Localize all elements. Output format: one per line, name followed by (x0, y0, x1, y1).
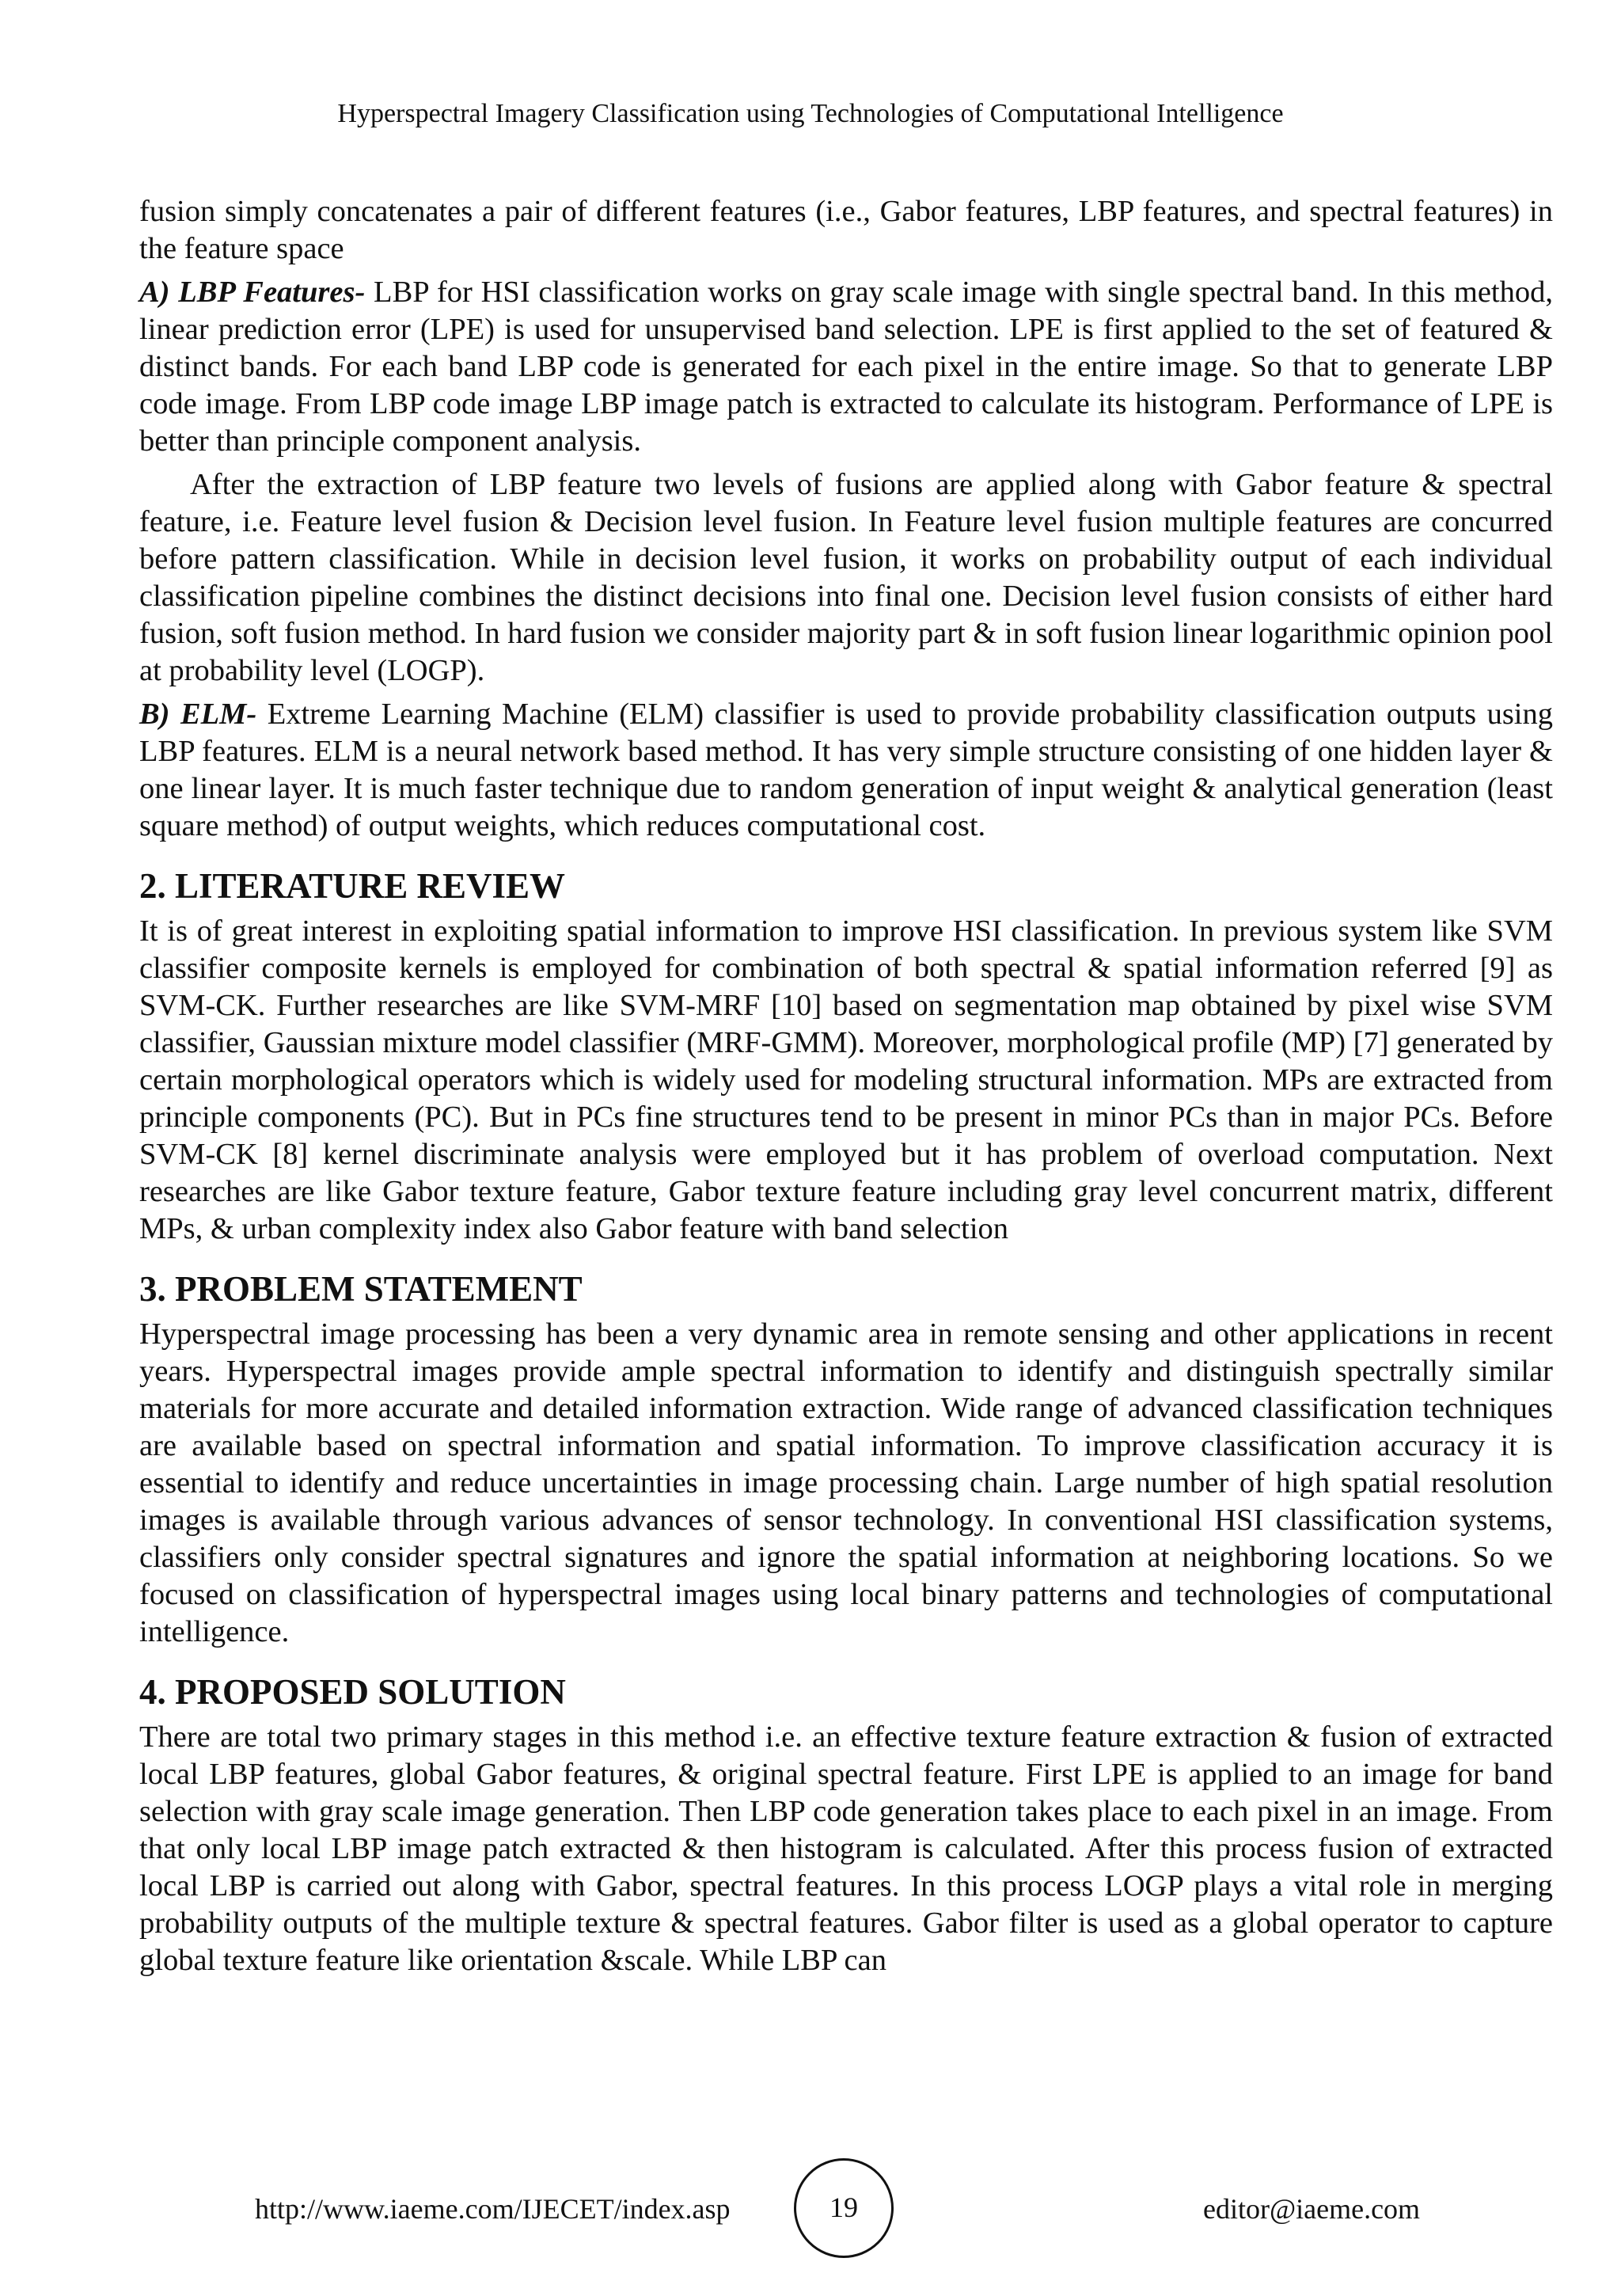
problem-statement-text: Hyperspectral image processing has been a very dynamic area in remote sensing and other applications in recent years. Hyperspectral images provide ample spectral information to identify and distinguish spectrally similar materials for more accurate and detailed information extraction. Wide range of advanced classification techniques are available based on spectral information and spatial information. To improve classification accuracy it is essential to identify and reduce uncertainties in image processing chain. Large number of high spatial resolution images is available through various advances of sensor technology. In conventional HSI classification systems, classifiers only consider spectral signatures and ignore the spatial information at neighboring locations. So we focused on classification of hyperspectral images using local binary patterns and technologies of computational intelligence. (139, 1317, 1553, 1648)
page-body (139, 193, 1553, 1979)
fusion-paragraph: After the extraction of LBP feature two levels of fusions are applied along with Gabor feature & spectral feature, i.e. Feature level fusion & Decision level fusion. In Feature level fusion multiple features are concurred before pattern classification. While in decision level fusion, it works on probability output of each individual classification pipeline combines the distinct decisions into final one. Decision level fusion consists of either hard fusion, soft fusion method. In hard fusion we consider majority part & in soft fusion linear logarithmic opinion pool at probability level (LOGP). (139, 468, 1553, 687)
proposed-solution-heading: 4. PROPOSED SOLUTION (139, 1672, 566, 1712)
literature-review-text: It is of great interest in exploiting spatial information to improve HSI classification. In previous system like SVM classifier composite kernels is employed for combination of both spectral & spatial information referred [9] as SVM-CK. Further researches are like SVM-MRF [10] based on segmentation map obtained by pixel wise SVM classifier, Gaussian mixture model classifier (MRF-GMM). Moreover, morphological profile (MP) [7] generated by certain morphological operators which is widely used for modeling structural information. MPs are extracted from principle components (PC). But in PCs fine structures tend to be present in minor PCs than in major PCs. Before SVM-CK [8] kernel discriminate analysis were employed but it has problem of overload computation. Next researches are like Gabor texture feature, Gabor texture feature including gray level concurrent matrix, different MPs, & urban complexity index also Gabor feature with band selection (139, 914, 1553, 1245)
elm-paragraph (139, 696, 1553, 845)
footer-url-link[interactable]: http://www.iaeme.com/IJECET/index.asp (255, 2193, 731, 2225)
page-footer (0, 2185, 1621, 2296)
lbp-features-text: LBP for HSI classification works on gray scale image with single spectral band. In this method, linear prediction error (LPE) is used for unsupervised band selection. LPE is first applied to the set of featured & distinct bands. For each band LBP code is generated for each pixel in the entire image. So that to generate LBP code image. From LBP code image LBP image patch is extracted to calculate its histogram. Performance of LPE is better than principle component analysis. (139, 276, 1553, 458)
proposed-solution-text: There are total two primary stages in this method i.e. an effective texture feature extraction & fusion of extracted local LBP features, global Gabor features, & original spectral feature. First LPE is applied to an image for band selection with gray scale image generation. Then LBP code generation takes place to each pixel in an image. From that only local LBP image patch extracted & then histogram is calculated. After this process fusion of extracted local LBP is carried out along with Gabor, spectral features. In this process LOGP plays a vital role in merging probability outputs of the multiple texture & spectral features. Gabor filter is used as a global operator to capture global texture feature like orientation &scale. While LBP can (139, 1720, 1553, 1977)
lbp-features-paragraph (139, 274, 1553, 460)
problem-statement-heading: 3. PROBLEM STATEMENT (139, 1269, 583, 1309)
elm-lead: B) ELM- (139, 698, 257, 731)
intro-paragraph: fusion simply concatenates a pair of different features (i.e., Gabor features, LBP features, and spectral features) in the feature space (139, 195, 1553, 265)
lbp-features-lead: A) LBP Features- (139, 276, 366, 309)
footer-email-link[interactable]: editor@iaeme.com (1203, 2193, 1421, 2225)
running-head: Hyperspectral Imagery Classification using Technologies of Computational Intelligence (337, 99, 1284, 128)
literature-review-heading: 2. LITERATURE REVIEW (139, 866, 566, 906)
page-number-badge: 19 (794, 2158, 894, 2258)
elm-text: Extreme Learning Machine (ELM) classifier is used to provide probability classification outputs using LBP features. ELM is a neural network based method. It has very simple structure consisting of one hidden layer & one linear layer. It is much faster technique due to random generation of input weight & analytical generation (least square method) of output weights, which reduces computational cost. (139, 698, 1554, 842)
